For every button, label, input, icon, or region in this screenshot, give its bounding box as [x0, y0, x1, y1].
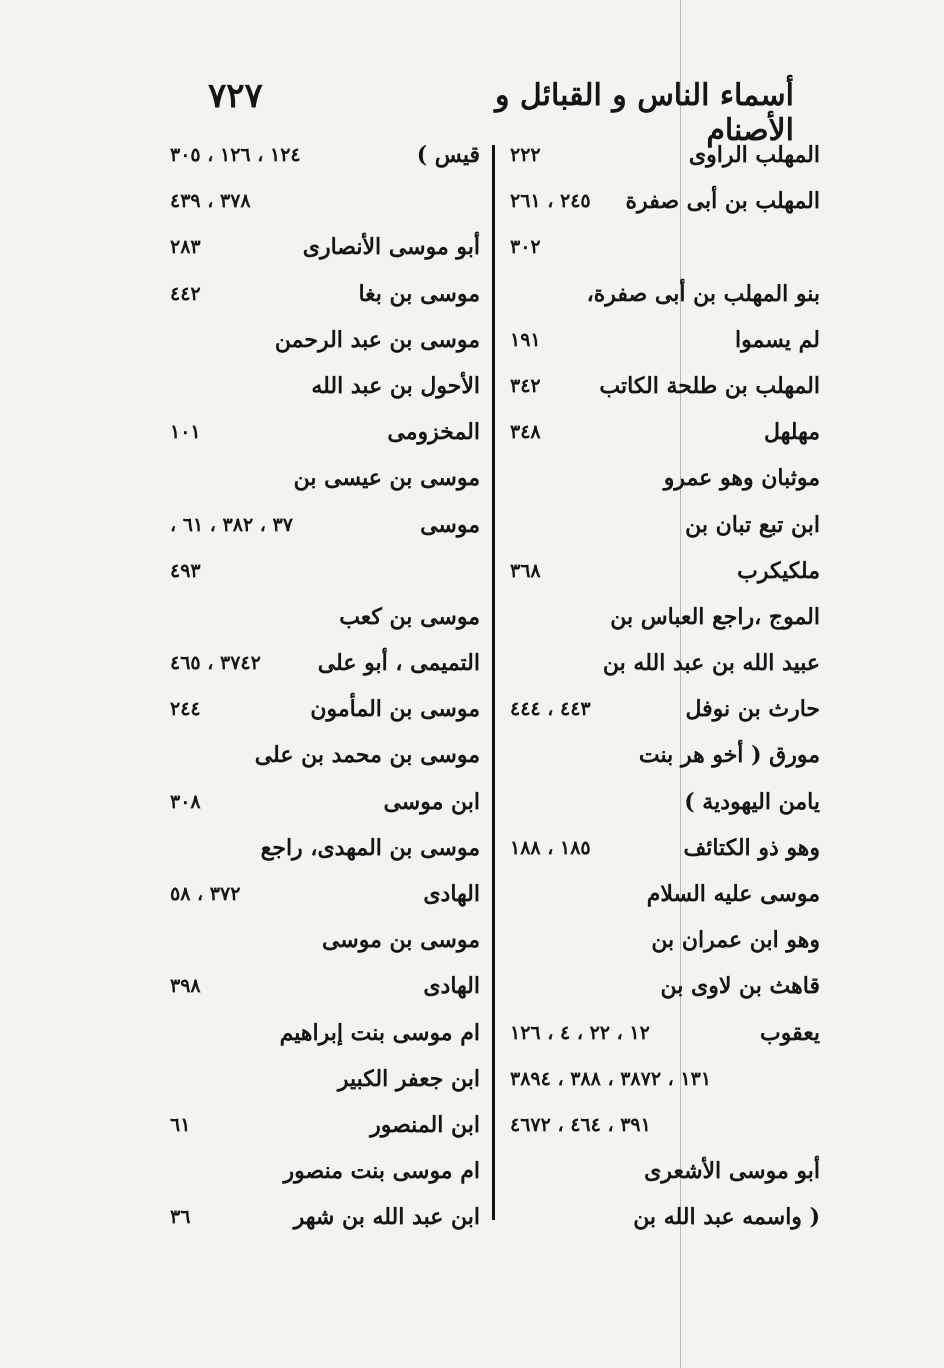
- index-entry: [170, 550, 480, 596]
- entry-page-refs: ٣٤٢: [510, 374, 541, 397]
- entry-name: موسى بن موسى: [321, 927, 480, 954]
- index-entry: [510, 365, 820, 411]
- index-entry: [170, 642, 480, 688]
- entry-name: بنو المهلب بن أبى صفرة،: [586, 280, 820, 307]
- entry-page-refs: ١٢٤ ، ١٢٦ ، ٣٠٥: [170, 144, 301, 166]
- entry-name: موسى بن عبد الرحمن: [274, 326, 480, 353]
- index-entry: [170, 688, 480, 734]
- entry-name: موسى بن بغا: [358, 280, 480, 307]
- index-entry: [170, 827, 480, 873]
- index-entry: [170, 1104, 480, 1150]
- entry-page-refs: ٣٤٨: [510, 421, 541, 444]
- index-entry: [510, 919, 820, 965]
- index-entry: [510, 273, 820, 319]
- index-entry: [510, 1196, 820, 1242]
- entry-name: الأحول بن عبد الله: [311, 372, 480, 399]
- index-entry: [170, 273, 480, 319]
- index-entry: [510, 1150, 820, 1196]
- entry-name: ابن عبد الله بن شهر: [293, 1204, 480, 1231]
- entry-page-refs: ٤٩٣: [170, 559, 201, 582]
- entry-name: موسى عليه السلام: [646, 881, 820, 907]
- index-entry: [510, 1104, 820, 1150]
- entry-name: ابن تبع تبان بن: [685, 511, 820, 538]
- index-entry: [510, 457, 820, 503]
- entry-name: المخزومى: [387, 419, 480, 446]
- index-entry: [510, 226, 820, 272]
- entry-page-refs: ١٩١: [510, 328, 541, 351]
- index-entry: [170, 134, 480, 180]
- index-entry: [170, 365, 480, 411]
- entry-page-refs: ١٠١: [170, 421, 201, 444]
- right-index-column: [510, 134, 820, 1243]
- index-entry: [510, 134, 820, 180]
- entry-page-refs: ١٢ ، ٢٢ ، ٤ ، ١٢٦: [510, 1021, 650, 1044]
- index-entry: [170, 1150, 480, 1196]
- entry-name: عبيد الله بن عبد الله بن: [602, 650, 820, 677]
- entry-page-refs: ٣٧٨ ، ٤٣٩: [170, 190, 251, 213]
- entry-name: الموج ،راجع العباس بن: [610, 603, 820, 630]
- index-entry: [510, 550, 820, 596]
- entry-name: مهلهل: [763, 419, 820, 446]
- index-entry: [510, 873, 820, 919]
- entry-name: موسى بن عيسى بن: [293, 465, 480, 492]
- running-header-title: أسماء الناس و القبائل و الأصنام: [494, 78, 794, 148]
- index-entry: [170, 965, 480, 1011]
- entry-name: ام موسى بنت منصور: [283, 1158, 480, 1185]
- index-entry: [510, 504, 820, 550]
- entry-name: ملكيكرب: [737, 557, 820, 584]
- index-entry: [170, 781, 480, 827]
- entry-page-refs: ٣٩١ ، ٤٦٤ ، ٤٦٧٢: [510, 1113, 651, 1136]
- entry-name: وهو ذو الكتائف: [683, 834, 820, 861]
- entry-name: المهلب بن طلحة الكاتب: [599, 372, 820, 399]
- left-index-column: [170, 134, 480, 1243]
- entry-name: الهادى: [423, 973, 480, 1000]
- entry-name: موسى بن المهدى، راجع: [260, 834, 480, 861]
- entry-name: الهادى: [423, 881, 480, 907]
- entry-page-refs: ٢٤٥ ، ٢٦١: [510, 190, 591, 213]
- entry-name: التميمى ، أبو على: [317, 650, 480, 677]
- entry-page-refs: ٣٠٨: [170, 790, 201, 813]
- index-entry: [170, 1058, 480, 1104]
- entry-page-refs: ٢٨٣: [170, 236, 201, 259]
- index-entry: [510, 642, 820, 688]
- entry-page-refs: ٣٦٨: [510, 559, 541, 582]
- page-number: ٧٢٧: [208, 76, 263, 116]
- entry-name: قاهث بن لاوى بن: [660, 973, 820, 1000]
- column-divider: [492, 145, 495, 1220]
- entry-name: مورق ( أخو هر بنت: [638, 742, 820, 769]
- index-entry: [510, 965, 820, 1011]
- entry-page-refs: ٣٩٨: [170, 975, 201, 998]
- index-entry: [510, 688, 820, 734]
- index-entry: [510, 734, 820, 780]
- entry-name: المهلب بن أبى صفرة: [625, 188, 820, 215]
- index-entry: [510, 827, 820, 873]
- entry-name: موسى بن محمد بن على: [254, 742, 480, 769]
- entry-page-refs: ٦١: [170, 1113, 191, 1136]
- entry-page-refs: ٤٤٢: [170, 282, 201, 305]
- index-entry: [510, 411, 820, 457]
- entry-name: حارث بن نوفل: [685, 696, 820, 723]
- entry-name: وهو ابن عمران بن: [651, 927, 820, 954]
- index-entry: [170, 180, 480, 226]
- entry-page-refs: ١٨٥ ، ١٨٨: [510, 836, 591, 859]
- entry-name: قيس ): [416, 142, 480, 168]
- entry-name: ( واسمه عبد الله بن: [633, 1204, 820, 1231]
- index-entry: [510, 319, 820, 365]
- entry-name: ام موسى بنت إبراهيم: [279, 1019, 480, 1046]
- index-entry: [510, 781, 820, 827]
- index-entry: [170, 504, 480, 550]
- entry-page-refs: ٤٤٣ ، ٤٤٤: [510, 698, 591, 721]
- entry-page-refs: ٣٧٤٢ ، ٤٦٥: [170, 652, 261, 675]
- index-entry: [510, 1058, 820, 1104]
- entry-page-refs: ٣٠٢: [510, 236, 541, 259]
- index-entry: [170, 319, 480, 365]
- index-entry: [510, 1012, 820, 1058]
- index-entry: [170, 411, 480, 457]
- index-entry: [170, 226, 480, 272]
- index-entry: [510, 596, 820, 642]
- entry-page-refs: ٢٤٤: [170, 698, 201, 721]
- index-entry: [170, 457, 480, 503]
- entry-page-refs: ٢٢٢: [510, 144, 541, 166]
- entry-name: موسى بن كعب: [339, 603, 480, 630]
- entry-name: أبو موسى الأشعرى: [644, 1158, 820, 1185]
- entry-page-refs: ٣٧ ، ٣٨٢ ، ٦١ ،: [170, 513, 293, 536]
- entry-name: موسى بن المأمون: [310, 696, 480, 723]
- index-entry: [170, 596, 480, 642]
- entry-name: موثبان وهو عمرو: [663, 465, 820, 492]
- entry-page-refs: ٣٧٢ ، ٥٨: [170, 883, 241, 905]
- index-entry: [170, 919, 480, 965]
- entry-name: موسى: [420, 511, 480, 538]
- index-entry: [170, 734, 480, 780]
- index-entry: [170, 873, 480, 919]
- entry-name: ابن جعفر الكبير: [337, 1065, 480, 1092]
- entry-name: يعقوب: [760, 1019, 820, 1046]
- entry-name: ابن المنصور: [370, 1111, 480, 1138]
- entry-page-refs: ١٣١ ، ٣٨٧٢ ، ٣٨٨ ، ٣٨٩٤: [510, 1067, 712, 1090]
- entry-name: لم يسموا: [735, 326, 820, 353]
- entry-name: يامن اليهودية ): [684, 788, 820, 815]
- entry-page-refs: ٣٦: [170, 1206, 191, 1229]
- index-entry: [170, 1196, 480, 1242]
- entry-name: المهلب الراوى: [688, 142, 820, 168]
- entry-name: أبو موسى الأنصارى: [302, 234, 480, 261]
- index-entry: [510, 180, 820, 226]
- entry-name: ابن موسى: [383, 788, 480, 815]
- index-entry: [170, 1012, 480, 1058]
